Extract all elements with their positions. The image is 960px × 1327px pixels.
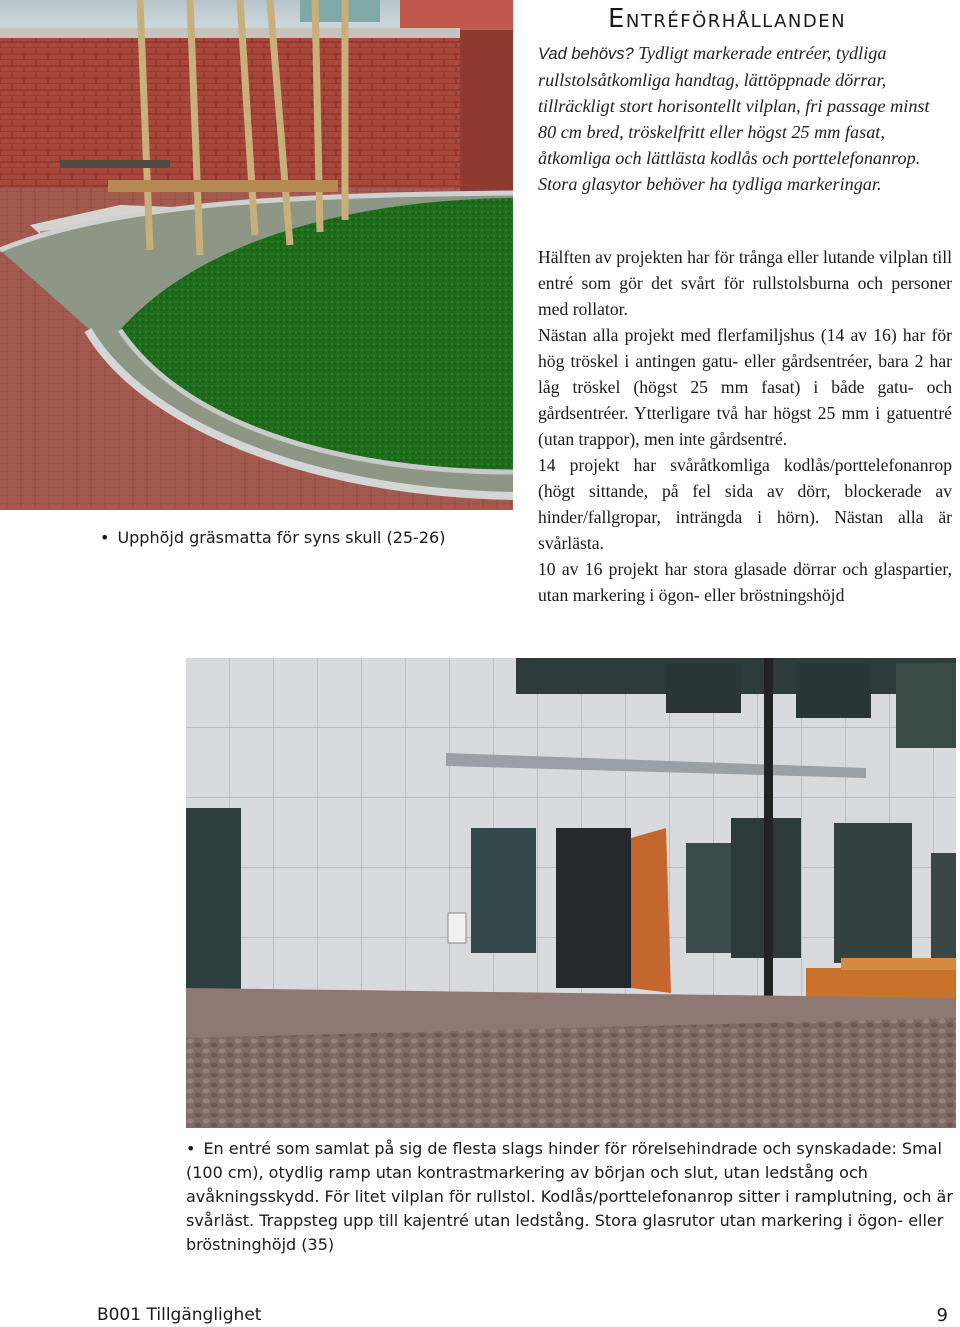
page-number: 9 (936, 1305, 948, 1326)
caption-raised-lawn (100, 526, 480, 550)
intro-paragraph (538, 40, 950, 197)
intro-text: Tydligt markerade entréer, tydliga rullstolsåtkomliga handtag, lättöppnade dörrar, tillräckligt stort horisontellt vilplan, fri passage minst 80 cm bred, tröskelfritt eller högst 25 mm fasat, åtkomliga och lättlästa kodlås och porttelefonanrop. Stora glasytor behöver ha tydliga markeringar. (538, 43, 930, 194)
body-paragraph-3: 14 projekt har svåråtkomliga kodlås/porttelefonanrop (högt sittande, på fel sida av dörr, blockerade av hinder/fallgropar, inträngda i hörn). Nästan alla är svårlästa. (538, 455, 952, 553)
body-paragraph-1: Hälften av projekten har för trånga eller lutande vilplan till entré som gör det svårt för rullstolsburna och personer med rollator. (538, 247, 952, 319)
page-heading: Entréförhållanden (608, 4, 847, 34)
caption-lawn-text: Upphöjd gräsmatta för syns skull (25-26) (117, 528, 446, 547)
footer-document-label: B001 Tillgänglighet (97, 1305, 262, 1325)
bullet-icon: • (186, 1139, 196, 1158)
body-paragraph-2: Nästan alla projekt med flerfamiljshus (14 av 16) har för hög tröskel i antingen gatu- eller gårdsentréer, bara 2 har låg tröskel (högst 25 mm fasat) i både gatu- och gårdsentréer. Ytterligare två har högst 25 mm i gatuentré (utan trappor), men inte gårdsentré. (538, 325, 952, 449)
body-paragraph-4: 10 av 16 projekt har stora glasade dörrar och glaspartier, utan markering i ögon- eller bröstningshöjd (538, 559, 952, 605)
body-text (538, 244, 952, 608)
photo-raised-lawn (0, 0, 513, 510)
intro-lead: Vad behövs? (538, 45, 634, 63)
caption-entrance (186, 1137, 956, 1257)
photo-entrance (186, 658, 956, 1128)
bullet-icon: • (100, 528, 110, 547)
caption-entrance-text: En entré som samlat på sig de flesta slags hinder för rörelsehindrade och synskadade: Smal (100 cm), otydlig ramp utan kontrastmarkering av början och slut, utan ledstång och avåkningsskydd. För litet vilplan för rullstol. Kodlås/porttelefonanrop sitter i ramplutning, och är svårläst. Trappsteg upp till kajentré utan ledstång. Stora glasrutor utan markering i ögon- eller bröstninghöjd (35) (186, 1139, 953, 1254)
